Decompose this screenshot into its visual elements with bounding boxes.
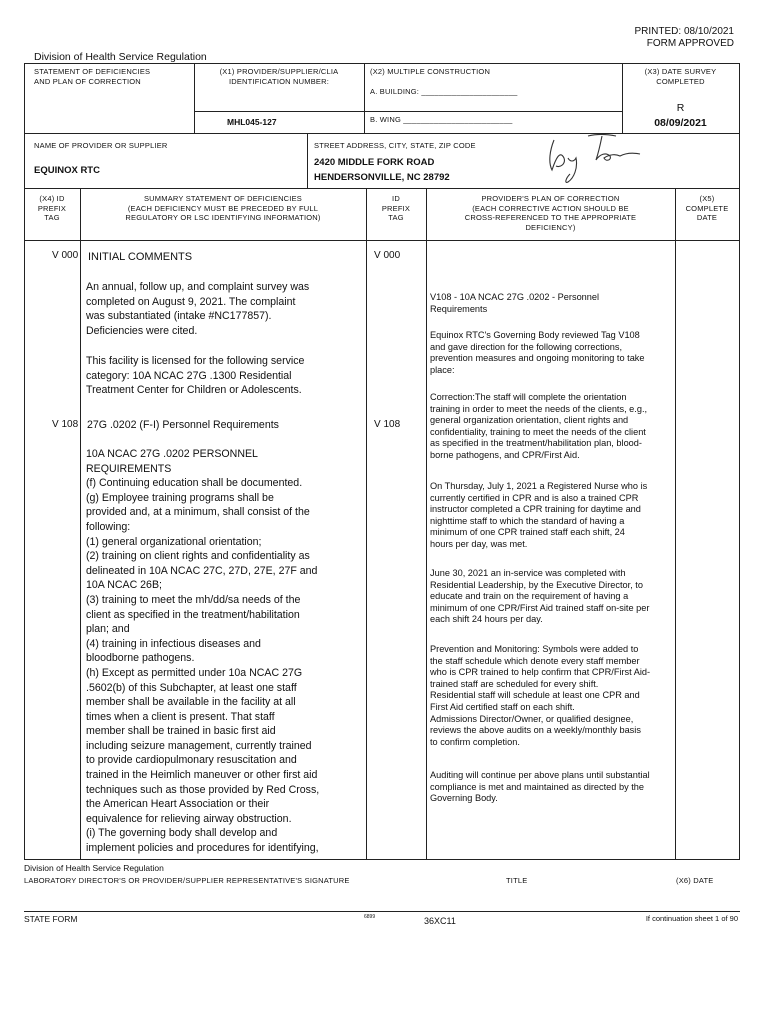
- plan-prevention-monitoring: Prevention and Monitoring: Symbols were added to the staff schedule which denote every staff member who is CPR trained to help confirm that CPR/First Aid- trained staff are scheduled for every shift. Residential staff will schedule at least one CPR and First Aid certified staff on each shift. Admissions Director/Owner, or qualified designee, reviews the above audits on a weekly/monthly basis to confirm completion.: [430, 644, 651, 747]
- plan-header: PROVIDER'S PLAN OF CORRECTION (EACH CORRECTIVE ACTION SHOULD BE CROSS-REFERENCED TO THE APPROPRIATE DEFICIENCY): [464, 194, 637, 232]
- form-approved: FORM APPROVED: [646, 38, 734, 49]
- building-label: A. BUILDING: ______________________: [370, 87, 518, 96]
- x1-label: (X1) PROVIDER/SUPPLIER/CLIA IDENTIFICATION NUMBER:: [219, 67, 339, 86]
- form-code: 36XC11: [424, 916, 456, 926]
- wing-label: B. WING _________________________: [370, 115, 513, 124]
- address-line2: HENDERSONVILLE, NC 28792: [314, 172, 450, 183]
- v108-title: 27G .0202 (F-I) Personnel Requirements: [87, 419, 279, 431]
- initial-comments-heading: INITIAL COMMENTS: [88, 251, 193, 263]
- tag-v000-left: V 000: [52, 250, 79, 261]
- survey-summary: An annual, follow up, and complaint survey was completed on August 9, 2021. The complaint was substantiated (intake #NC177857). Deficiencies were cited.: [86, 281, 310, 337]
- signature-image: [540, 128, 650, 186]
- x4-header: (X4) ID PREFIX TAG: [37, 194, 67, 222]
- x3-label: (X3) DATE SURVEY COMPLETED: [644, 67, 717, 86]
- x6-date-label: (X6) DATE: [676, 876, 714, 885]
- title-label: TITLE: [506, 876, 528, 885]
- signature-label: LABORATORY DIRECTOR'S OR PROVIDER/SUPPLIER REPRESENTATIVE'S SIGNATURE: [24, 876, 350, 885]
- division-title: Division of Health Service Regulation: [34, 51, 207, 63]
- plan-inservice: June 30, 2021 an in-service was completed with Residential Leadership, by the Executive Director, to educate and train on the requirement of having a minimum of one CPR/First Aid trained staff on-site per each shift 24 hours per day.: [430, 568, 650, 625]
- x1-provider-number: MHL045-127: [227, 117, 277, 127]
- plan-governing-body: Equinox RTC's Governing Body reviewed Tag V108 and gave direction for the following corrections, prevention measures and ongoing monitoring to take place:: [430, 330, 645, 375]
- statement-label: STATEMENT OF DEFICIENCIES AND PLAN OF CORRECTION: [34, 67, 151, 86]
- provider-name: EQUINOX RTC: [34, 165, 100, 176]
- x5-header: (X5) COMPLETE DATE: [685, 194, 729, 222]
- id-header: ID PREFIX TAG: [381, 194, 411, 222]
- plan-auditing: Auditing will continue per above plans until substantial compliance is met and maintained as directed by the Governing Body.: [430, 770, 650, 804]
- plan-cpr-training: On Thursday, July 1, 2021 a Registered Nurse who is currently certified in CPR and is also a trained CPR instructor completed a CPR training for daytime and nighttime staff to which the standard of having a minimum of one CPR trained staff each shift, 24 hours per day, was met.: [430, 481, 648, 549]
- tag-v108-left: V 108: [52, 419, 79, 430]
- state-form-label: STATE FORM: [24, 914, 78, 924]
- tag-v108-right: V 108: [374, 419, 401, 430]
- plan-title: V108 - 10A NCAC 27G .0202 - Personnel Requirements: [430, 292, 600, 314]
- address-label: STREET ADDRESS, CITY, STATE, ZIP CODE: [314, 141, 476, 150]
- x2-label: (X2) MULTIPLE CONSTRUCTION: [370, 67, 491, 76]
- license-category: This facility is licensed for the following service category: 10A NCAC 27G .1300 Residential Treatment Center for Children or Adolescents.: [86, 355, 305, 397]
- plan-correction: Correction:The staff will complete the orientation training in order to meet the needs of the clients, e.g., general organization orientation, client rights and confidentiality, training to meet the needs of the client as specified in the treatment/habilitation plan, blood- borne pathogens, and CPR/First Aid.: [430, 392, 648, 460]
- summary-header: SUMMARY STATEMENT OF DEFICIENCIES (EACH DEFICIENCY MUST BE PRECEDED BY FULL REGULATORY OR LSC IDENTIFYING INFORMATION): [125, 194, 321, 222]
- address-line1: 2420 MIDDLE FORK ROAD: [314, 157, 435, 168]
- tag-v000-right: V 000: [374, 250, 401, 261]
- form-code-small: 6899: [364, 914, 376, 920]
- footer-division: Division of Health Service Regulation: [24, 863, 164, 873]
- x3-r-code: R: [676, 102, 685, 114]
- personnel-requirements-text: 10A NCAC 27G .0202 PERSONNEL REQUIREMENTS (f) Continuing education shall be documented. (g) Employee training programs shall be provided and, at a minimum, shall consist of the following: (1) general organizational orientation; (2) training on client rights and confidentiality as delineated in 10A NCAC 27C, 27D, 27E, 27F and 10A NCAC 26B; (3) training to meet the mh/dd/sa needs of the client as specified in the treatment/habilitation plan; and (4) training in infectious diseases and bloodborne pathogens. (h) Except as permitted under 10a NCAC 27G .5602(b) of this Subchapter, at least one staff member shall be available in the facility at all times when a client is present. That staff member shall be trained in basic first aid including seizure management, currently trained to provide cardiopulmonary resuscitation and trained in the Heimlich maneuver or other first aid techniques such as those provided by Red Cross, the American Heart Association or their equivalence for relieving airway obstruction. (i) The governing body shall develop and implement policies and procedures for identifying,: [86, 448, 320, 855]
- x3-survey-date: 08/09/2021: [654, 117, 707, 129]
- provider-name-label: NAME OF PROVIDER OR SUPPLIER: [34, 141, 168, 150]
- printed-date: PRINTED: 08/10/2021: [634, 26, 734, 37]
- continuation-sheet: If continuation sheet 1 of 90: [645, 914, 738, 923]
